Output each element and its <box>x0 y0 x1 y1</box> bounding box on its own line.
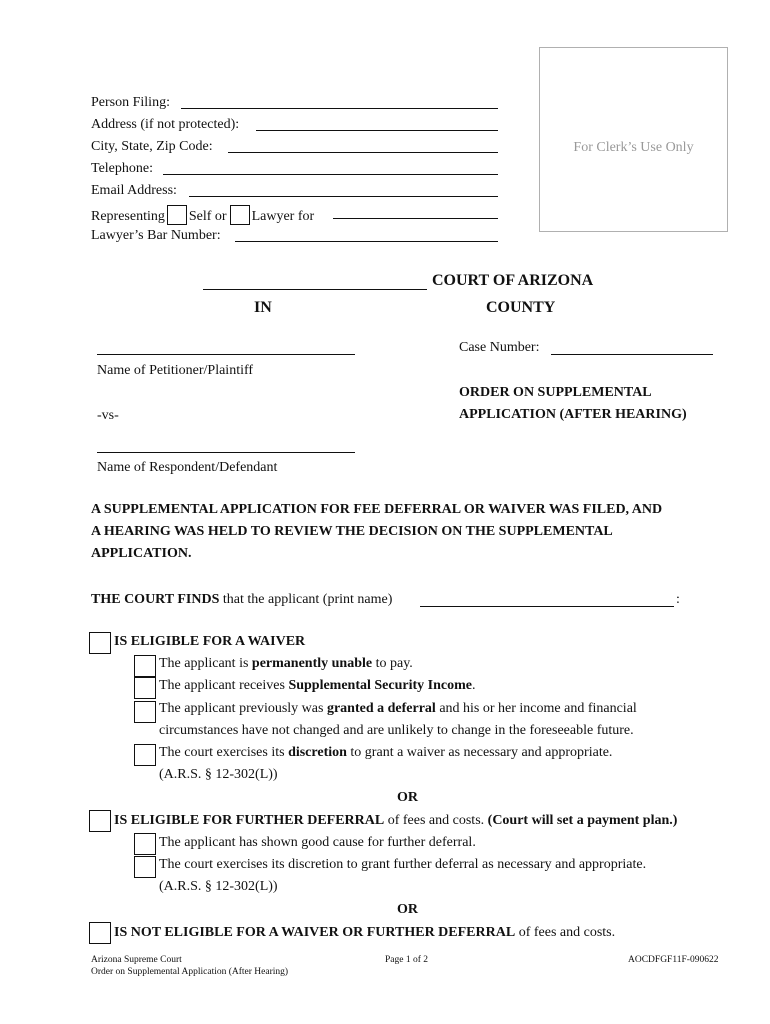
petitioner-label: Name of Petitioner/Plaintiff <box>97 363 254 378</box>
clerk-use-box <box>539 47 728 232</box>
deferral-heading: IS ELIGIBLE FOR FURTHER DEFERRAL <box>114 813 385 828</box>
address-field[interactable] <box>256 130 498 131</box>
waiver-opt2-pre: The applicant receives <box>159 678 289 693</box>
waiver-opt1-pre: The applicant is <box>159 656 252 671</box>
person-filing-label: Person Filing: <box>91 95 170 110</box>
waiver-opt3-pre: The applicant previously was <box>159 701 327 716</box>
waiver-opt4-bold: discretion <box>288 745 347 760</box>
footer-form-code: AOCDFGF11F-090622 <box>628 955 719 965</box>
deferral-heading-row <box>114 813 677 829</box>
lawyer-for-field[interactable] <box>333 218 498 219</box>
lawyer-label: Lawyer for <box>251 209 315 224</box>
waiver-opt3-post: and his or her income and financial <box>435 701 637 716</box>
email-row <box>91 183 177 199</box>
waiver-opt2 <box>159 678 476 694</box>
footer-page-number: Page 1 of 2 <box>385 955 429 965</box>
waiver-opt1 <box>159 656 413 672</box>
deferral-checkbox[interactable] <box>89 810 111 832</box>
petitioner-field[interactable] <box>97 354 355 355</box>
address-row <box>91 117 239 133</box>
city-row <box>91 139 213 155</box>
deferral-opt2-cite: (A.R.S. § 12-302(L)) <box>159 879 278 894</box>
deferral-opt2: The court exercises its discretion to grant further deferral as necessary and appropriate. <box>159 857 647 872</box>
deferral-payment-plan: (Court will set a payment plan.) <box>487 813 678 828</box>
court-in: IN <box>254 299 272 316</box>
or-divider-1: OR <box>397 790 418 805</box>
waiver-checkbox[interactable] <box>89 632 111 654</box>
not-eligible-row <box>114 925 615 941</box>
bar-number-field[interactable] <box>235 241 498 242</box>
person-filing-field[interactable] <box>181 108 498 109</box>
not-eligible-checkbox[interactable] <box>89 922 111 944</box>
waiver-opt2-post: . <box>472 678 476 693</box>
telephone-label: Telephone: <box>91 161 153 176</box>
waiver-opt4 <box>159 745 612 761</box>
self-label: Self or <box>188 209 227 224</box>
waiver-opt4-cite: (A.R.S. § 12-302(L)) <box>159 767 278 782</box>
address-label: Address (if not protected): <box>91 117 240 132</box>
city-label: City, State, Zip Code: <box>91 139 213 154</box>
telephone-field[interactable] <box>163 174 498 175</box>
order-title-line1: ORDER ON SUPPLEMENTAL <box>459 385 652 400</box>
court-finds-text: that the applicant (print name) <box>219 592 393 607</box>
or-divider-2: OR <box>397 902 418 917</box>
case-number-field[interactable] <box>551 354 713 355</box>
bar-number-row <box>91 228 221 244</box>
clerk-use-label: For Clerk’s Use Only <box>573 140 694 155</box>
self-checkbox[interactable] <box>167 205 187 225</box>
not-eligible-heading: IS NOT ELIGIBLE FOR A WAIVER OR FURTHER DEFERRAL <box>114 925 516 940</box>
person-filing-row <box>91 95 170 111</box>
waiver-opt3-bold: granted a deferral <box>326 701 436 716</box>
representing-label: Representing <box>91 209 165 224</box>
email-label: Email Address: <box>91 183 177 198</box>
court-of-arizona: COURT OF ARIZONA <box>432 272 594 289</box>
representing-row <box>91 205 314 225</box>
court-name-field[interactable] <box>203 289 427 290</box>
waiver-opt3-checkbox[interactable] <box>134 701 156 723</box>
vs-label: -vs- <box>97 408 119 423</box>
lawyer-checkbox[interactable] <box>230 205 250 225</box>
deferral-opt1: The applicant has shown good cause for further deferral. <box>159 835 476 850</box>
waiver-opt4-checkbox[interactable] <box>134 744 156 766</box>
telephone-row <box>91 161 153 177</box>
waiver-opt4-pre: The court exercises its <box>159 745 289 760</box>
intro-line2: A HEARING WAS HELD TO REVIEW THE DECISION ON THE SUPPLEMENTAL <box>91 524 613 539</box>
footer-court: Arizona Supreme Court <box>91 955 182 965</box>
court-finds-colon: : <box>676 592 680 607</box>
waiver-opt4-post: to grant a waiver as necessary and appropriate. <box>346 745 613 760</box>
waiver-opt2-bold: Supplemental Security Income <box>288 678 472 693</box>
waiver-opt1-checkbox[interactable] <box>134 655 156 677</box>
deferral-opt1-checkbox[interactable] <box>134 833 156 855</box>
applicant-name-field[interactable] <box>420 606 674 607</box>
not-eligible-post: of fees and costs. <box>515 925 616 940</box>
court-finds-row <box>91 592 392 608</box>
waiver-opt1-bold: permanently unable <box>251 656 373 671</box>
respondent-field[interactable] <box>97 452 355 453</box>
court-finds-bold: THE COURT FINDS <box>91 592 220 607</box>
waiver-opt2-checkbox[interactable] <box>134 677 156 699</box>
city-field[interactable] <box>228 152 498 153</box>
bar-number-label: Lawyer’s Bar Number: <box>91 228 221 243</box>
deferral-opt2-checkbox[interactable] <box>134 856 156 878</box>
waiver-opt1-post: to pay. <box>372 656 413 671</box>
intro-line1: A SUPPLEMENTAL APPLICATION FOR FEE DEFERRAL OR WAIVER WAS FILED, AND <box>91 502 663 517</box>
deferral-heading-post: of fees and costs. <box>384 813 488 828</box>
order-title-line2: APPLICATION (AFTER HEARING) <box>459 407 687 422</box>
waiver-opt3 <box>159 701 637 717</box>
case-number-label: Case Number: <box>459 340 540 355</box>
intro-line3: APPLICATION. <box>91 546 192 561</box>
email-field[interactable] <box>189 196 498 197</box>
waiver-heading: IS ELIGIBLE FOR A WAIVER <box>114 634 306 649</box>
respondent-label: Name of Respondent/Defendant <box>97 460 278 475</box>
court-county: COUNTY <box>486 299 556 316</box>
waiver-opt3-line2: circumstances have not changed and are unlikely to change in the foreseeable future. <box>159 723 634 738</box>
footer-form-title: Order on Supplemental Application (After Hearing) <box>91 967 289 977</box>
